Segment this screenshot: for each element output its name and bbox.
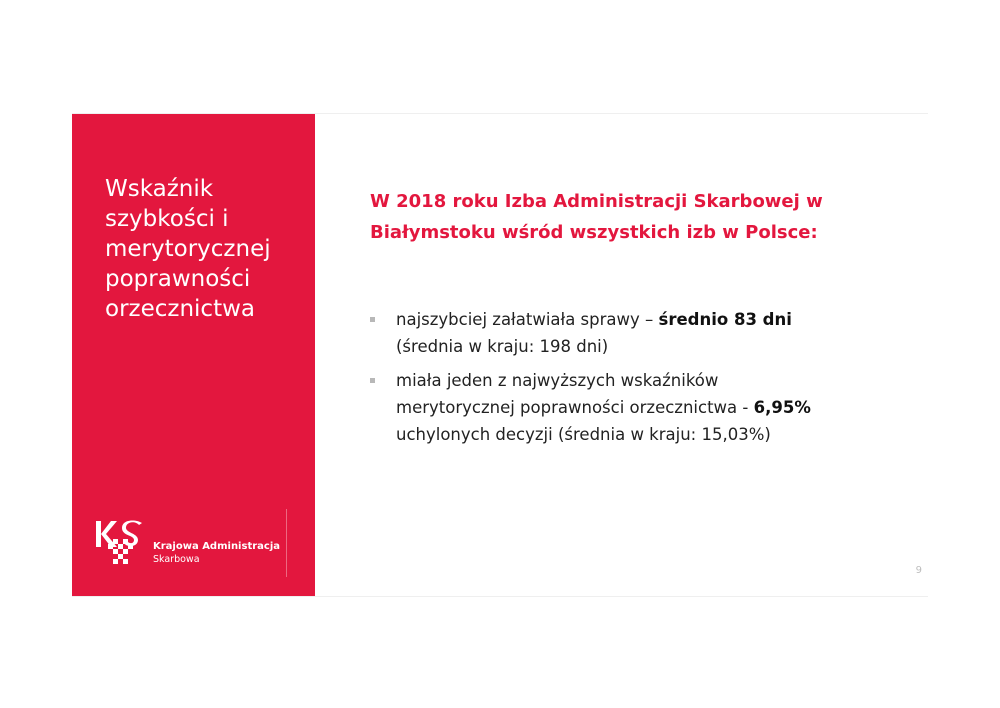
logo-subname: Skarbowa bbox=[153, 554, 200, 565]
bullet-line bbox=[396, 306, 900, 333]
bullet-highlight: średnio 83 dni bbox=[658, 310, 792, 329]
side-title-line: orzecznictwa bbox=[105, 296, 256, 322]
bullet-line: uchylonych decyzji (średnia w kraju: 15,03%) bbox=[396, 425, 771, 444]
bullet-text: najszybciej załatwiała sprawy – bbox=[396, 310, 659, 329]
bullet-line bbox=[396, 394, 900, 421]
heading-line: W 2018 roku Izba Administracji Skarbowej w bbox=[370, 191, 823, 212]
bullet-line: miała jeden z najwyższych wskaźników bbox=[396, 371, 719, 390]
side-title-line: poprawności bbox=[105, 266, 251, 292]
side-title-line: merytorycznej bbox=[105, 236, 271, 262]
logo-name: Krajowa Administracja bbox=[153, 541, 281, 552]
side-title-line: Wskaźnik bbox=[105, 176, 214, 202]
slide bbox=[72, 113, 928, 597]
bullet-item bbox=[370, 367, 900, 448]
bullet-item bbox=[370, 306, 900, 360]
side-title-line: szybkości i bbox=[105, 206, 229, 232]
kas-logo bbox=[96, 519, 286, 569]
square-bullet-icon bbox=[370, 317, 375, 322]
main-heading bbox=[370, 186, 910, 248]
kas-logo-icon bbox=[96, 519, 152, 567]
side-title bbox=[105, 174, 305, 324]
side-panel bbox=[72, 114, 315, 596]
bullet-text: merytorycznej poprawności orzecznictwa - bbox=[396, 398, 754, 417]
heading-line: Białymstoku wśród wszystkich izb w Polsce: bbox=[370, 222, 818, 243]
bullet-highlight: 6,95% bbox=[753, 398, 811, 417]
bullet-list bbox=[370, 306, 900, 455]
bullet-line: (średnia w kraju: 198 dni) bbox=[396, 337, 609, 356]
square-bullet-icon bbox=[370, 378, 375, 383]
page-number: 9 bbox=[915, 565, 922, 576]
panel-divider bbox=[286, 509, 287, 577]
